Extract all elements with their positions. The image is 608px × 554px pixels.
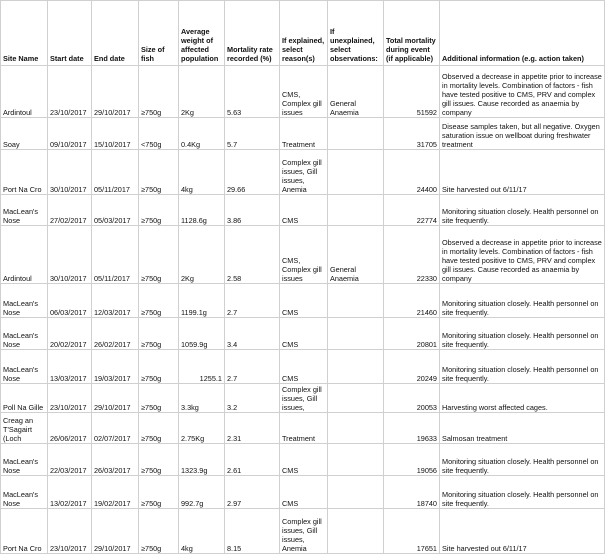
cell-reason[interactable]: CMS: [280, 284, 328, 318]
table-row: [1, 284, 605, 318]
table-row: [1, 350, 605, 384]
cell-site[interactable]: Soay: [1, 118, 48, 150]
col-header-start-date[interactable]: Start date: [48, 1, 92, 66]
table-row: [1, 476, 605, 509]
cell-observations[interactable]: [328, 118, 384, 150]
cell-info[interactable]: Monitoring situation closely. Health personnel on site frequently.: [440, 284, 605, 318]
cell-size[interactable]: ≥750g: [139, 509, 179, 554]
cell-start-date[interactable]: 26/06/2017: [48, 413, 92, 444]
cell-weight[interactable]: 2.75Kg: [179, 413, 225, 444]
cell-site[interactable]: Creag an T'Sagairt (Loch: [1, 413, 48, 444]
cell-observations[interactable]: [328, 350, 384, 384]
cell-start-date[interactable]: 30/10/2017: [48, 150, 92, 195]
cell-total[interactable]: 22774: [384, 195, 440, 226]
cell-weight[interactable]: 1255.1: [179, 350, 225, 384]
cell-reason[interactable]: CMS, Complex gill issues: [280, 66, 328, 118]
cell-weight[interactable]: 992.7g: [179, 476, 225, 509]
cell-observations[interactable]: General Anaemia: [328, 66, 384, 118]
cell-start-date[interactable]: 09/10/2017: [48, 118, 92, 150]
cell-site[interactable]: MacLean's Nose: [1, 444, 48, 476]
cell-observations[interactable]: [328, 195, 384, 226]
col-header-average-weight[interactable]: Average weight of affected population: [179, 1, 225, 66]
cell-observations[interactable]: [328, 318, 384, 350]
cell-end-date[interactable]: 26/03/2017: [92, 444, 139, 476]
cell-size[interactable]: ≥750g: [139, 350, 179, 384]
cell-observations[interactable]: [328, 413, 384, 444]
cell-start-date[interactable]: 06/03/2017: [48, 284, 92, 318]
cell-observations[interactable]: [328, 384, 384, 413]
cell-size[interactable]: ≥750g: [139, 318, 179, 350]
cell-observations[interactable]: [328, 150, 384, 195]
cell-size[interactable]: ≥750g: [139, 476, 179, 509]
cell-start-date[interactable]: 13/03/2017: [48, 350, 92, 384]
cell-reason[interactable]: CMS: [280, 476, 328, 509]
cell-total[interactable]: 22330: [384, 226, 440, 284]
cell-site[interactable]: MacLean's Nose: [1, 195, 48, 226]
table-row: [1, 118, 605, 150]
cell-size[interactable]: ≥750g: [139, 195, 179, 226]
cell-end-date[interactable]: 19/02/2017: [92, 476, 139, 509]
cell-info[interactable]: Salmosan treatment: [440, 413, 605, 444]
cell-start-date[interactable]: 23/10/2017: [48, 509, 92, 554]
table-row: [1, 444, 605, 476]
cell-site[interactable]: MacLean's Nose: [1, 284, 48, 318]
cell-size[interactable]: ≥750g: [139, 284, 179, 318]
cell-size[interactable]: ≥750g: [139, 413, 179, 444]
cell-reason[interactable]: CMS: [280, 195, 328, 226]
cell-total[interactable]: 18740: [384, 476, 440, 509]
cell-observations[interactable]: [328, 444, 384, 476]
cell-weight[interactable]: 2Kg: [179, 226, 225, 284]
cell-start-date[interactable]: 20/02/2017: [48, 318, 92, 350]
cell-start-date[interactable]: 22/03/2017: [48, 444, 92, 476]
cell-rate[interactable]: 29.66: [225, 150, 280, 195]
cell-total[interactable]: 21460: [384, 284, 440, 318]
table-row: [1, 384, 605, 413]
table-row: [1, 318, 605, 350]
cell-info[interactable]: Disease samples taken, but all negative. Oxygen saturation issue on wellboat during freshwater treatment: [440, 118, 605, 150]
col-header-total-mortality[interactable]: Total mortality during event (if applicable): [384, 1, 440, 66]
cell-start-date[interactable]: 13/02/2017: [48, 476, 92, 509]
cell-rate[interactable]: 3.4: [225, 318, 280, 350]
cell-rate[interactable]: 2.7: [225, 350, 280, 384]
table-row: [1, 413, 605, 444]
cell-size[interactable]: ≥750g: [139, 150, 179, 195]
cell-site[interactable]: Ardintoul: [1, 66, 48, 118]
cell-start-date[interactable]: 27/02/2017: [48, 195, 92, 226]
cell-info[interactable]: Harvesting worst affected cages.: [440, 384, 605, 413]
cell-site[interactable]: MacLean's Nose: [1, 476, 48, 509]
header-row: [1, 1, 605, 66]
cell-rate[interactable]: 2.31: [225, 413, 280, 444]
cell-weight[interactable]: 1323.9g: [179, 444, 225, 476]
table-row: [1, 195, 605, 226]
cell-site[interactable]: Port Na Cro: [1, 150, 48, 195]
cell-total[interactable]: 19633: [384, 413, 440, 444]
cell-info[interactable]: Observed a decrease in appetite prior to increase in mortality levels. Combination of factors - fish have tested positive to CMS, PRV and complex gill issues. Cause recorded as anaemia by company: [440, 226, 605, 284]
cell-weight[interactable]: 2Kg: [179, 66, 225, 118]
col-header-size-of-fish[interactable]: Size of fish: [139, 1, 179, 66]
table-row: [1, 150, 605, 195]
col-header-mortality-rate[interactable]: Mortality rate recorded (%): [225, 1, 280, 66]
cell-weight[interactable]: 1059.9g: [179, 318, 225, 350]
cell-site[interactable]: MacLean's Nose: [1, 350, 48, 384]
cell-end-date[interactable]: 05/11/2017: [92, 150, 139, 195]
table-row: [1, 66, 605, 118]
cell-reason[interactable]: Complex gill issues, Gill issues, Anemia: [280, 509, 328, 554]
cell-rate[interactable]: 3.86: [225, 195, 280, 226]
cell-end-date[interactable]: 29/10/2017: [92, 66, 139, 118]
cell-reason[interactable]: CMS: [280, 318, 328, 350]
cell-info[interactable]: Site harvested out 6/11/17: [440, 509, 605, 554]
cell-start-date[interactable]: 30/10/2017: [48, 226, 92, 284]
col-header-unexplained-observations[interactable]: If unexplained, select observations:: [328, 1, 384, 66]
cell-reason[interactable]: CMS, Complex gill issues: [280, 226, 328, 284]
cell-total[interactable]: 20053: [384, 384, 440, 413]
cell-end-date[interactable]: 19/03/2017: [92, 350, 139, 384]
cell-size[interactable]: ≥750g: [139, 226, 179, 284]
cell-total[interactable]: 17651: [384, 509, 440, 554]
cell-rate[interactable]: 2.61: [225, 444, 280, 476]
cell-info[interactable]: Observed a decrease in appetite prior to increase in mortality levels. Combination of factors - fish have tested positive to CMS, PRV and complex gill issues. Cause recorded as anaemia by company: [440, 66, 605, 118]
cell-reason[interactable]: Complex gill issues, Gill issues, Anemia: [280, 150, 328, 195]
cell-end-date[interactable]: 29/10/2017: [92, 384, 139, 413]
cell-rate[interactable]: 2.58: [225, 226, 280, 284]
cell-end-date[interactable]: 05/11/2017: [92, 226, 139, 284]
cell-rate[interactable]: 2.97: [225, 476, 280, 509]
cell-total[interactable]: 31705: [384, 118, 440, 150]
cell-info[interactable]: Monitoring situation closely. Health personnel on site frequently.: [440, 195, 605, 226]
cell-observations[interactable]: [328, 509, 384, 554]
cell-size[interactable]: ≥750g: [139, 384, 179, 413]
cell-end-date[interactable]: 05/03/2017: [92, 195, 139, 226]
table-row: [1, 509, 605, 554]
cell-rate[interactable]: 5.63: [225, 66, 280, 118]
cell-observations[interactable]: [328, 284, 384, 318]
cell-reason[interactable]: CMS: [280, 350, 328, 384]
cell-site[interactable]: Poll Na Gille: [1, 384, 48, 413]
table-row: [1, 226, 605, 284]
cell-total[interactable]: 51592: [384, 66, 440, 118]
col-header-site-name[interactable]: Site Name: [1, 1, 48, 66]
cell-reason[interactable]: Complex gill issues, Gill issues,: [280, 384, 328, 413]
col-header-explained-reasons[interactable]: If explained, select reason(s): [280, 1, 328, 66]
cell-site[interactable]: Port Na Cro: [1, 509, 48, 554]
cell-observations[interactable]: [328, 476, 384, 509]
cell-reason[interactable]: Treatment: [280, 118, 328, 150]
cell-observations[interactable]: General Anaemia: [328, 226, 384, 284]
cell-rate[interactable]: 2.7: [225, 284, 280, 318]
cell-size[interactable]: ≥750g: [139, 66, 179, 118]
cell-weight[interactable]: 4kg: [179, 150, 225, 195]
cell-start-date[interactable]: 23/10/2017: [48, 66, 92, 118]
cell-end-date[interactable]: 12/03/2017: [92, 284, 139, 318]
cell-info[interactable]: Monitoring situation closely. Health personnel on site frequently.: [440, 350, 605, 384]
cell-size[interactable]: <750g: [139, 118, 179, 150]
col-header-end-date[interactable]: End date: [92, 1, 139, 66]
cell-size[interactable]: ≥750g: [139, 444, 179, 476]
cell-weight[interactable]: 0.4Kg: [179, 118, 225, 150]
cell-weight[interactable]: 4kg: [179, 509, 225, 554]
cell-info[interactable]: Monitoring situation closely. Health personnel on site frequently.: [440, 318, 605, 350]
cell-reason[interactable]: Treatment: [280, 413, 328, 444]
cell-weight[interactable]: 1199.1g: [179, 284, 225, 318]
cell-info[interactable]: Monitoring situation closely. Health personnel on site frequently.: [440, 476, 605, 509]
cell-end-date[interactable]: 26/02/2017: [92, 318, 139, 350]
cell-weight[interactable]: 3.3kg: [179, 384, 225, 413]
cell-site[interactable]: Ardintoul: [1, 226, 48, 284]
col-header-additional-info[interactable]: Additional information (e.g. action taken): [440, 1, 605, 66]
cell-info[interactable]: Monitoring situation closely. Health personnel on site frequently.: [440, 444, 605, 476]
cell-rate[interactable]: 5.7: [225, 118, 280, 150]
cell-total[interactable]: 20801: [384, 318, 440, 350]
cell-end-date[interactable]: 02/07/2017: [92, 413, 139, 444]
cell-total[interactable]: 19056: [384, 444, 440, 476]
cell-end-date[interactable]: 29/10/2017: [92, 509, 139, 554]
cell-weight[interactable]: 1128.6g: [179, 195, 225, 226]
cell-start-date[interactable]: 23/10/2017: [48, 384, 92, 413]
cell-reason[interactable]: CMS: [280, 444, 328, 476]
cell-total[interactable]: 24400: [384, 150, 440, 195]
cell-total[interactable]: 20249: [384, 350, 440, 384]
cell-rate[interactable]: 3.2: [225, 384, 280, 413]
cell-end-date[interactable]: 15/10/2017: [92, 118, 139, 150]
cell-info[interactable]: Site harvested out 6/11/17: [440, 150, 605, 195]
cell-rate[interactable]: 8.15: [225, 509, 280, 554]
cell-site[interactable]: MacLean's Nose: [1, 318, 48, 350]
